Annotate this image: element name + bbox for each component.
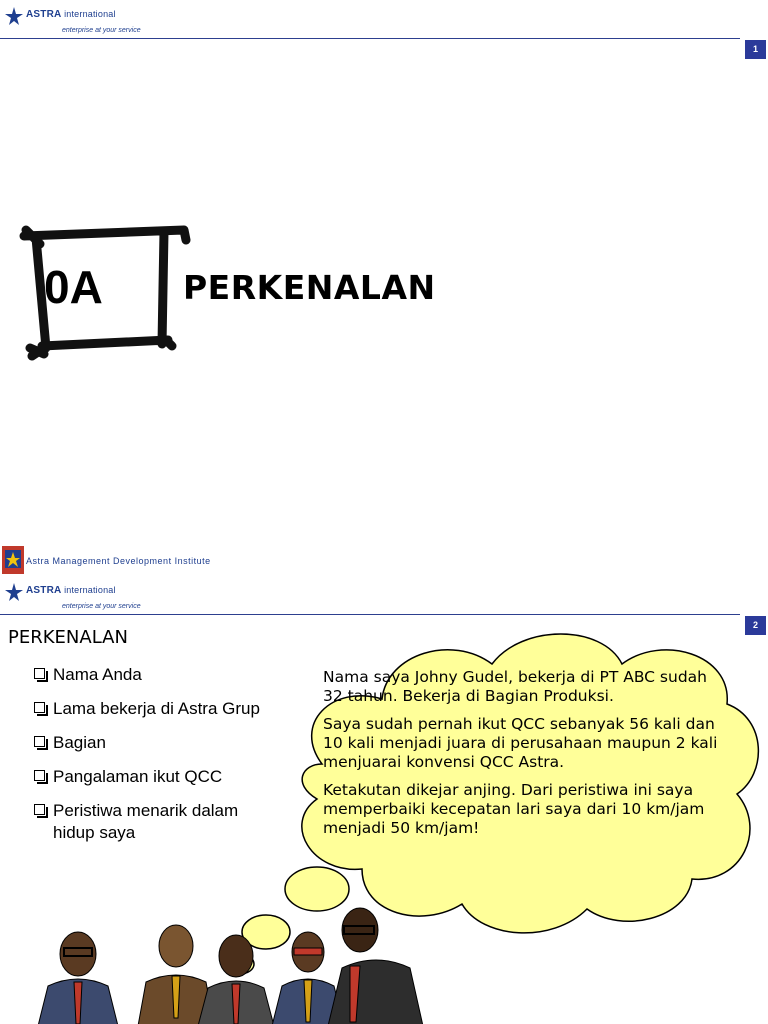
checkbox-bullet-icon [34, 668, 45, 679]
astra-logo [4, 582, 164, 614]
businessmen-illustration-icon [38, 906, 423, 1024]
slide-title: PERKENALAN [183, 268, 436, 307]
checkbox-bullet-icon [34, 804, 45, 815]
brand-tagline: enterprise at your service [62, 603, 141, 610]
list-item: Lama bekerja di Astra Grup [34, 698, 264, 720]
brand-name: ASTRA international [26, 9, 116, 20]
speech-paragraph: Saya sudah pernah ikut QCC sebanyak 56 kali dan 10 kali menjadi juara di perusahaan maupun 2 kali menjuarai konvensi QCC Astra. [323, 715, 718, 771]
speech-text [323, 668, 723, 847]
checkbox-bullet-icon [34, 770, 45, 781]
list-item: Nama Anda [34, 664, 264, 686]
section-frame-icon [16, 222, 191, 362]
astra-star-icon [4, 6, 24, 26]
page-number-badge: 1 [745, 40, 766, 59]
header-divider [0, 38, 740, 39]
amdi-name: Astra Management Development Institute [26, 556, 211, 566]
astra-logo [4, 6, 164, 38]
page-number-badge: 2 [745, 616, 766, 635]
brand-tagline: enterprise at your service [62, 27, 141, 34]
speech-paragraph: Ketakutan dikejar anjing. Dari peristiwa ini saya memperbaiki kecepatan lari saya dari 10 km/jam menjadi 50 km/jam! [323, 781, 705, 837]
speech-paragraph: Nama saya Johny Gudel, bekerja di PT ABC sudah 32 tahun. Bekerja di Bagian Produksi. [323, 668, 707, 705]
slide-2 [0, 576, 768, 1024]
section-code: 0A [44, 261, 103, 313]
checkbox-bullet-icon [34, 702, 45, 713]
list-item: Peristiwa menarik dalam hidup saya [34, 800, 264, 844]
slide-title: PERKENALAN [8, 627, 128, 648]
list-item: Pangalaman ikut QCC [34, 766, 264, 788]
amdi-logo-icon [2, 546, 24, 574]
amdi-footer [0, 544, 768, 576]
list-item: Bagian [34, 732, 264, 754]
checkbox-bullet-icon [34, 736, 45, 747]
brand-name: ASTRA international [26, 585, 116, 596]
astra-star-icon [4, 582, 24, 602]
